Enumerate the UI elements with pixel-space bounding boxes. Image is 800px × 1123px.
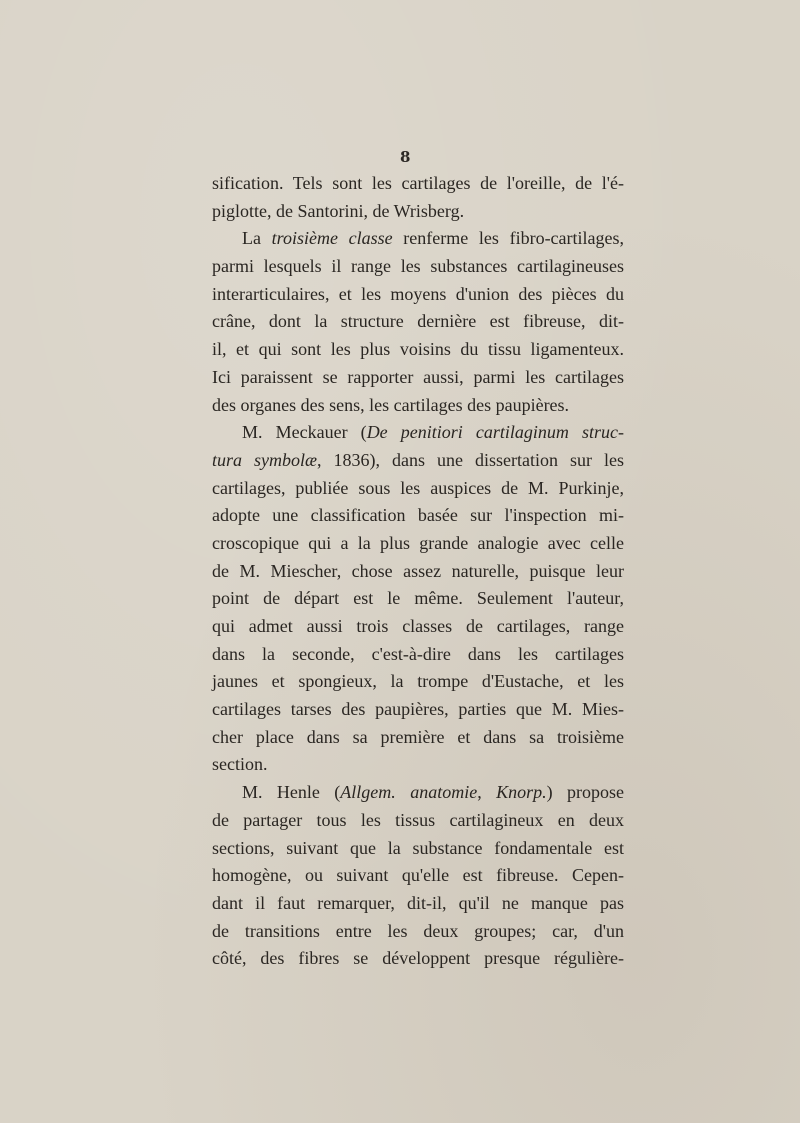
- text-segment: il, et qui sont les plus voisins du tissu ligamenteux.: [212, 339, 624, 360]
- text-segment: de partager tous les tissus cartilagineux en deux: [212, 809, 624, 830]
- text-segment: point de départ est le même. Seulement l'auteur,: [212, 588, 624, 609]
- text-segment: Ici paraissent se rapporter aussi, parmi les cartilages: [212, 366, 624, 387]
- text-segment: ,: [477, 782, 497, 803]
- text-line: [212, 835, 624, 863]
- text-line: [212, 198, 624, 226]
- text-line: [212, 392, 624, 420]
- text-segment: sification. Tels sont les cartilages de l'oreille, de l'é-: [212, 173, 624, 193]
- page-number: 8: [400, 148, 411, 166]
- text-line: [212, 364, 624, 392]
- italic-text: De penitiori cartilaginum struc-: [366, 422, 624, 443]
- text-segment: section.: [212, 754, 268, 775]
- text-line: [212, 751, 624, 779]
- text-segment: dant il faut remarquer, dit-il, qu'il ne manque pas: [212, 892, 624, 913]
- text-line: [212, 447, 624, 475]
- text-line: [212, 641, 624, 669]
- text-line: [212, 530, 624, 558]
- text-line: [212, 502, 624, 530]
- text-line: [212, 558, 624, 586]
- text-line: [212, 890, 624, 918]
- text-segment: ) propose: [546, 782, 624, 803]
- text-segment: des organes des sens, les cartilages des paupières.: [212, 394, 570, 415]
- italic-text: tura symbolæ: [212, 449, 318, 470]
- text-segment: La: [242, 228, 272, 249]
- text-segment: homogène, ou suivant qu'elle est fibreuse. Cepen-: [212, 865, 624, 886]
- text-segment: de M. Miescher, chose assez naturelle, puisque leur: [212, 560, 624, 581]
- text-line: [212, 419, 624, 447]
- text-segment: sections, suivant que la substance fondamentale est: [212, 837, 624, 858]
- text-line: [212, 336, 624, 364]
- text-line: [212, 918, 624, 946]
- text-segment: croscopique qui a la plus grande analogie avec celle: [212, 532, 624, 553]
- italic-text: Knorp.: [496, 782, 547, 803]
- text-line: [212, 308, 624, 336]
- text-segment: interarticulaires, et les moyens d'union des pièces du: [212, 283, 624, 304]
- text-line: [212, 668, 624, 696]
- text-segment: piglotte, de Santorini, de Wrisberg.: [212, 200, 465, 221]
- text-segment: dans la seconde, c'est-à-dire dans les cartilages: [212, 643, 624, 664]
- text-segment: cher place dans sa première et dans sa troisième: [212, 726, 624, 747]
- text-line: [212, 585, 624, 613]
- text-segment: M. Meckauer (: [242, 422, 367, 443]
- text-segment: M. Henle (: [242, 782, 341, 803]
- text-segment: qui admet aussi trois classes de cartilages, range: [212, 616, 624, 636]
- text-line: [212, 862, 624, 890]
- text-segment: côté, des fibres se développent presque régulière-: [212, 948, 624, 969]
- text-segment: jaunes et spongieux, la trompe d'Eustache, et les: [212, 671, 624, 692]
- text-segment: adopte une classification basée sur l'inspection mi-: [212, 505, 624, 526]
- text-line: [212, 225, 624, 253]
- text-line: [212, 779, 624, 807]
- text-line: [212, 475, 624, 503]
- text-line: [212, 170, 624, 198]
- text-line: [212, 945, 624, 973]
- text-line: [212, 696, 624, 724]
- text-line: [212, 281, 624, 309]
- text-segment: renferme les fibro-cartilages,: [392, 228, 625, 249]
- text-segment: crâne, dont la structure dernière est fibreuse, dit-: [212, 311, 624, 332]
- italic-text: troisième classe: [271, 228, 393, 249]
- text-segment: , 1836), dans une dissertation sur les: [317, 449, 624, 470]
- body-text: [212, 170, 624, 973]
- text-line: [212, 253, 624, 281]
- text-segment: cartilages tarses des paupières, parties que M. Mies-: [212, 699, 624, 720]
- italic-text: Allgem. anatomie: [340, 782, 478, 803]
- text-line: [212, 724, 624, 752]
- text-segment: de transitions entre les deux groupes; car, d'un: [212, 920, 624, 941]
- text-line: [212, 807, 624, 835]
- text-segment: cartilages, publiée sous les auspices de M. Purkinje,: [212, 477, 624, 498]
- text-segment: parmi lesquels il range les substances cartilagineuses: [212, 256, 624, 277]
- text-line: [212, 613, 624, 641]
